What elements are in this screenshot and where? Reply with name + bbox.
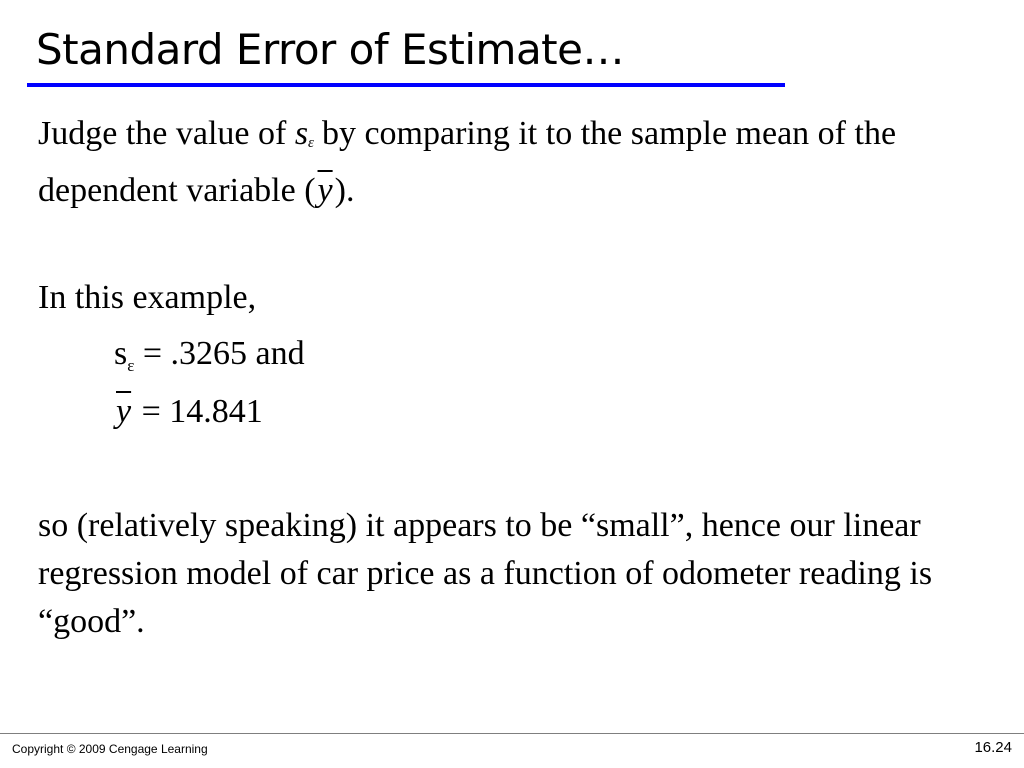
sample-mean-value: = 14.841 bbox=[141, 393, 263, 430]
slide-title: Standard Error of Estimate… bbox=[36, 25, 624, 74]
slide-number: 16.24 bbox=[974, 739, 1012, 756]
para1-middle-text: by comparing it to the sample mean of the dependent variable ( bbox=[38, 115, 897, 209]
sample-mean-value-line bbox=[114, 388, 263, 436]
para1-before-text: Judge the value of bbox=[38, 115, 287, 152]
copyright-text: Copyright © 2009 Cengage Learning bbox=[12, 742, 208, 756]
para1-end-text: ). bbox=[334, 172, 355, 209]
paragraph-example-intro: In this example, bbox=[38, 279, 257, 316]
title-underline bbox=[27, 83, 785, 87]
paragraph-judge-value bbox=[38, 110, 1008, 215]
y-bar-symbol: $\overline{y}$ bbox=[116, 393, 132, 430]
footer-divider bbox=[0, 733, 1024, 734]
s-symbol: s bbox=[294, 115, 309, 152]
epsilon-subscript: ε bbox=[308, 135, 314, 151]
s-symbol: s bbox=[114, 335, 128, 372]
s-epsilon-symbol bbox=[295, 115, 314, 152]
paragraph-conclusion: so (relatively speaking) it appears to be “small”, hence our linear regression model of car price as a function of odometer reading is “good”. bbox=[38, 507, 933, 640]
y-bar-symbol: $\overline{y}$ bbox=[317, 172, 333, 209]
std-error-value-line bbox=[114, 330, 305, 390]
epsilon-subscript: ε bbox=[127, 356, 135, 375]
std-error-value: = .3265 and bbox=[142, 335, 305, 372]
